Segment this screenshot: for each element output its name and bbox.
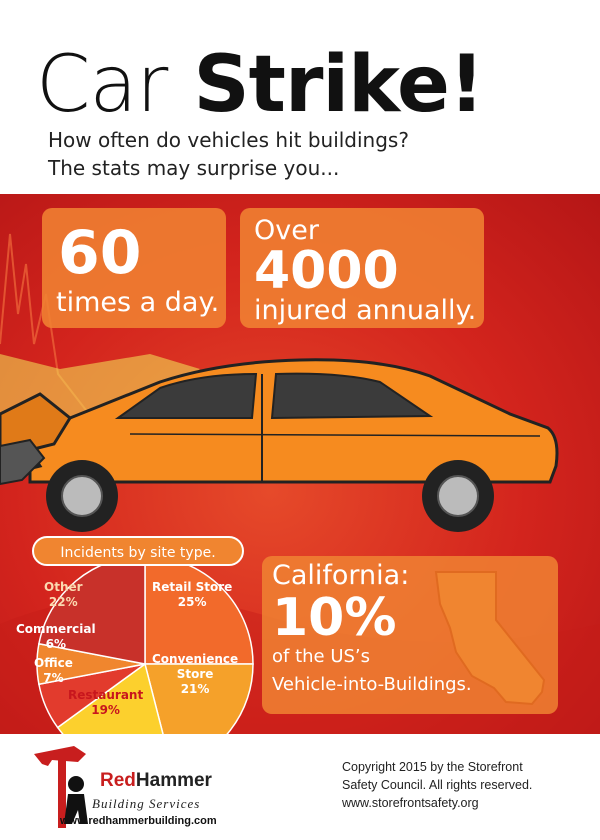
pie-chart-title: Incidents by site type. [32,536,244,566]
california-heading: California: [272,560,410,591]
daily-label: times a day. [56,287,220,318]
injured-stat-box [240,208,484,328]
title-part-car: Car [36,40,168,130]
injured-label: injured annually. [254,295,477,326]
pie-label-retail: Retail Store 25% [152,580,233,609]
injured-number: 4000 [254,241,399,301]
pie-label-other: Other 22% [44,580,83,609]
injured-prefix: Over [254,215,319,246]
brand-name: RedHammer [100,770,212,791]
daily-number: 60 [58,218,142,288]
california-line-1: of the US’s [272,646,371,667]
title-part-strike: Strike! [193,40,484,130]
brand-website-link[interactable]: www.redhammerbuilding.com [60,815,217,827]
pie-label-convenience: Convenience Store 21% [152,652,239,696]
california-map-icon [432,568,552,708]
copyright-line-1: Copyright 2015 by the Storefront [342,760,523,774]
subtitle-line-2: The stats may surprise you... [48,156,340,180]
california-line-2: Vehicle-into-Buildings. [272,674,472,695]
stats-panel [0,194,600,734]
brand-subtitle: Building Services [92,796,201,811]
pie-label-restaurant: Restaurant 19% [68,688,144,717]
pie-label-office: Office 7% [34,656,73,685]
pie-label-commercial: Commercial 6% [16,622,96,651]
copyright-line-2: Safety Council. All rights reserved. [342,778,533,792]
page-title [36,40,483,130]
crashed-car-illustration [0,354,600,554]
subtitle-line-1: How often do vehicles hit buildings? [48,128,409,152]
california-stat-box [262,556,558,714]
copyright-website-link[interactable]: www.storefrontsafety.org [342,796,479,810]
daily-stat-box [42,208,226,328]
california-percent: 10% [272,588,397,648]
pie-slice-retail-store [145,556,253,664]
